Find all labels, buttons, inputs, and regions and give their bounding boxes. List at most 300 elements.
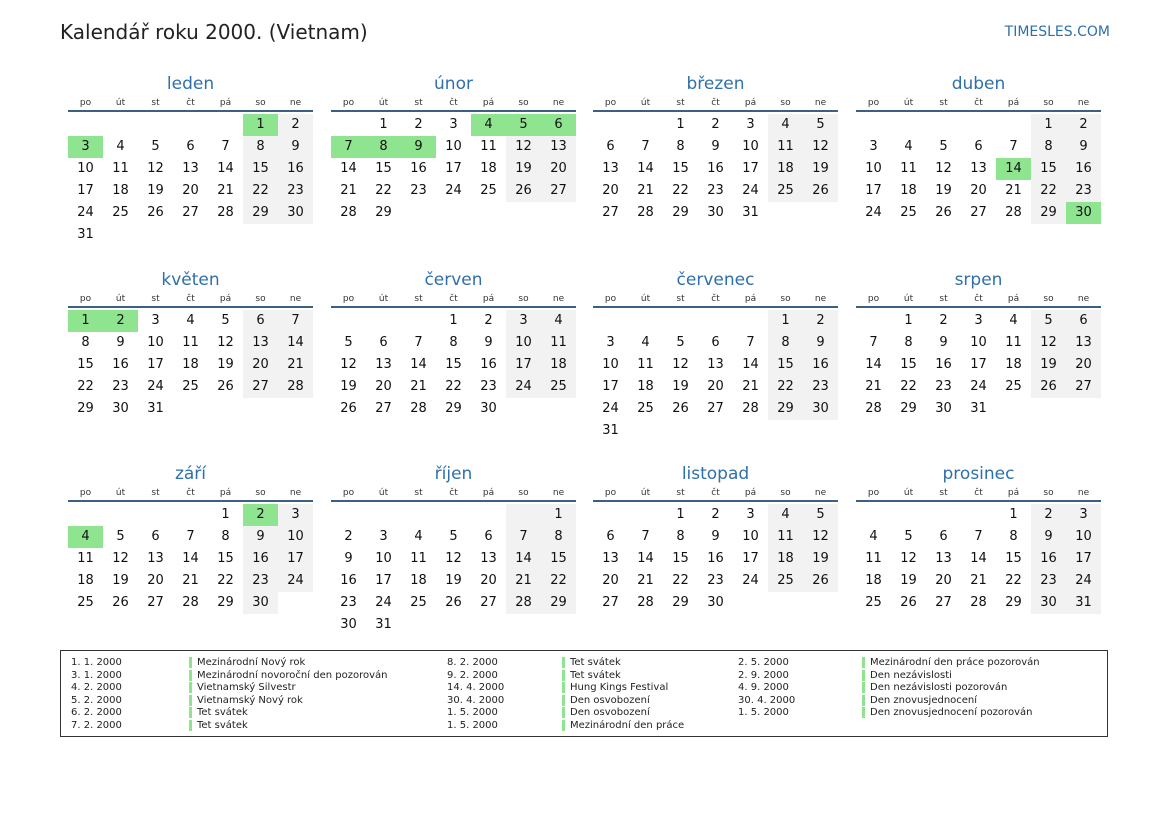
day-cell[interactable]: 29: [217, 595, 234, 610]
day-cell[interactable]: 10: [147, 335, 164, 350]
day-cell[interactable]: 26: [900, 595, 917, 610]
day-cell[interactable]: 16: [340, 573, 357, 588]
day-cell[interactable]: 24: [445, 183, 462, 198]
day-cell[interactable]: 12: [803, 136, 838, 158]
day-cell[interactable]: 15: [375, 161, 392, 176]
day-cell[interactable]: 14: [278, 332, 313, 354]
day-cell[interactable]: 7: [186, 529, 195, 544]
day-cell[interactable]: 25: [77, 595, 94, 610]
day-cell[interactable]: 12: [340, 357, 357, 372]
day-cell[interactable]: 31: [1066, 592, 1101, 614]
day-cell[interactable]: 9: [803, 332, 838, 354]
day-cell[interactable]: 28: [637, 205, 654, 220]
day-cell[interactable]: 27: [147, 595, 164, 610]
day-cell[interactable]: 12: [672, 357, 689, 372]
day-cell[interactable]: 13: [480, 551, 497, 566]
day-cell[interactable]: 23: [340, 595, 357, 610]
day-cell[interactable]: 6: [541, 114, 576, 136]
day-cell[interactable]: 23: [803, 376, 838, 398]
day-cell[interactable]: 9: [116, 335, 125, 350]
day-cell[interactable]: 14: [996, 158, 1031, 180]
day-cell[interactable]: 17: [865, 183, 882, 198]
day-cell[interactable]: 25: [112, 205, 129, 220]
day-cell[interactable]: 9: [484, 335, 493, 350]
day-cell[interactable]: 20: [541, 158, 576, 180]
day-cell[interactable]: 20: [480, 573, 497, 588]
day-cell[interactable]: 23: [707, 183, 724, 198]
day-cell[interactable]: 30: [243, 592, 278, 614]
day-cell[interactable]: 8: [221, 529, 230, 544]
day-cell[interactable]: 8: [541, 526, 576, 548]
day-cell[interactable]: 5: [449, 529, 458, 544]
day-cell[interactable]: 23: [112, 379, 129, 394]
day-cell[interactable]: 4: [1009, 313, 1018, 328]
day-cell[interactable]: 8: [81, 335, 90, 350]
day-cell[interactable]: 20: [707, 379, 724, 394]
day-cell[interactable]: 14: [637, 551, 654, 566]
day-cell[interactable]: 23: [480, 379, 497, 394]
day-cell[interactable]: 17: [375, 573, 392, 588]
day-cell[interactable]: 30: [803, 398, 838, 420]
day-cell[interactable]: 21: [637, 573, 654, 588]
day-cell[interactable]: 2: [243, 504, 278, 526]
day-cell[interactable]: 11: [1005, 335, 1022, 350]
day-cell[interactable]: 15: [768, 354, 803, 376]
day-cell[interactable]: 19: [217, 357, 234, 372]
day-cell[interactable]: 11: [637, 357, 654, 372]
day-cell[interactable]: 5: [221, 313, 230, 328]
day-cell[interactable]: 25: [900, 205, 917, 220]
day-cell[interactable]: 8: [676, 139, 685, 154]
day-cell[interactable]: 21: [865, 379, 882, 394]
day-cell[interactable]: 23: [1066, 180, 1101, 202]
day-cell[interactable]: 7: [869, 335, 878, 350]
day-cell[interactable]: 25: [410, 595, 427, 610]
day-cell[interactable]: 2: [803, 310, 838, 332]
day-cell[interactable]: 25: [182, 379, 199, 394]
day-cell[interactable]: 25: [865, 595, 882, 610]
day-cell[interactable]: 1: [68, 310, 103, 332]
day-cell[interactable]: 6: [974, 139, 983, 154]
day-cell[interactable]: 3: [449, 117, 458, 132]
day-cell[interactable]: 1: [1031, 114, 1066, 136]
day-cell[interactable]: 1: [243, 114, 278, 136]
day-cell[interactable]: 22: [768, 376, 803, 398]
day-cell[interactable]: 16: [707, 551, 724, 566]
day-cell[interactable]: 26: [935, 205, 952, 220]
day-cell[interactable]: 18: [77, 573, 94, 588]
day-cell[interactable]: 26: [112, 595, 129, 610]
day-cell[interactable]: 3: [606, 335, 615, 350]
day-cell[interactable]: 9: [278, 136, 313, 158]
day-cell[interactable]: 12: [217, 335, 234, 350]
day-cell[interactable]: 12: [112, 551, 129, 566]
day-cell[interactable]: 10: [77, 161, 94, 176]
day-cell[interactable]: 24: [742, 573, 759, 588]
day-cell[interactable]: 7: [746, 335, 755, 350]
day-cell[interactable]: 12: [935, 161, 952, 176]
day-cell[interactable]: 28: [742, 401, 759, 416]
day-cell[interactable]: 8: [1009, 529, 1018, 544]
day-cell[interactable]: 1: [221, 507, 230, 522]
day-cell[interactable]: 23: [935, 379, 952, 394]
day-cell[interactable]: 16: [278, 158, 313, 180]
day-cell[interactable]: 10: [375, 551, 392, 566]
day-cell[interactable]: 8: [243, 136, 278, 158]
day-cell[interactable]: 17: [147, 357, 164, 372]
day-cell[interactable]: 26: [1031, 376, 1066, 398]
day-cell[interactable]: 10: [742, 529, 759, 544]
day-cell[interactable]: 19: [112, 573, 129, 588]
day-cell[interactable]: 3: [278, 504, 313, 526]
day-cell[interactable]: 3: [506, 310, 541, 332]
day-cell[interactable]: 8: [676, 529, 685, 544]
day-cell[interactable]: 30: [278, 202, 313, 224]
day-cell[interactable]: 22: [672, 573, 689, 588]
day-cell[interactable]: 8: [1031, 136, 1066, 158]
day-cell[interactable]: 15: [77, 357, 94, 372]
day-cell[interactable]: 29: [541, 592, 576, 614]
day-cell[interactable]: 22: [375, 183, 392, 198]
day-cell[interactable]: 5: [939, 139, 948, 154]
day-cell[interactable]: 28: [182, 595, 199, 610]
day-cell[interactable]: 28: [865, 401, 882, 416]
day-cell[interactable]: 30: [707, 205, 724, 220]
day-cell[interactable]: 26: [340, 401, 357, 416]
day-cell[interactable]: 28: [278, 376, 313, 398]
day-cell[interactable]: 23: [1031, 570, 1066, 592]
day-cell[interactable]: 18: [410, 573, 427, 588]
day-cell[interactable]: 20: [182, 183, 199, 198]
day-cell[interactable]: 2: [103, 310, 138, 332]
day-cell[interactable]: 10: [602, 357, 619, 372]
day-cell[interactable]: 13: [147, 551, 164, 566]
day-cell[interactable]: 16: [1031, 548, 1066, 570]
day-cell[interactable]: 14: [865, 357, 882, 372]
day-cell[interactable]: 29: [445, 401, 462, 416]
day-cell[interactable]: 27: [480, 595, 497, 610]
day-cell[interactable]: 29: [1031, 202, 1066, 224]
day-cell[interactable]: 30: [1066, 202, 1101, 224]
day-cell[interactable]: 3: [1066, 504, 1101, 526]
day-cell[interactable]: 18: [1005, 357, 1022, 372]
day-cell[interactable]: 16: [480, 357, 497, 372]
day-cell[interactable]: 10: [506, 332, 541, 354]
day-cell[interactable]: 21: [970, 573, 987, 588]
day-cell[interactable]: 7: [641, 529, 650, 544]
day-cell[interactable]: 16: [707, 161, 724, 176]
day-cell[interactable]: 6: [243, 310, 278, 332]
day-cell[interactable]: 9: [401, 136, 436, 158]
day-cell[interactable]: 7: [278, 310, 313, 332]
day-cell[interactable]: 22: [1005, 573, 1022, 588]
day-cell[interactable]: 20: [935, 573, 952, 588]
day-cell[interactable]: 14: [340, 161, 357, 176]
day-cell[interactable]: 6: [186, 139, 195, 154]
day-cell[interactable]: 17: [278, 548, 313, 570]
day-cell[interactable]: 4: [471, 114, 506, 136]
day-cell[interactable]: 5: [1031, 310, 1066, 332]
day-cell[interactable]: 1: [676, 507, 685, 522]
day-cell[interactable]: 7: [506, 526, 541, 548]
day-cell[interactable]: 13: [707, 357, 724, 372]
day-cell[interactable]: 30: [935, 401, 952, 416]
day-cell[interactable]: 14: [410, 357, 427, 372]
day-cell[interactable]: 19: [935, 183, 952, 198]
day-cell[interactable]: 27: [970, 205, 987, 220]
day-cell[interactable]: 24: [1066, 570, 1101, 592]
day-cell[interactable]: 24: [375, 595, 392, 610]
day-cell[interactable]: 12: [445, 551, 462, 566]
day-cell[interactable]: 7: [221, 139, 230, 154]
day-cell[interactable]: 3: [68, 136, 103, 158]
day-cell[interactable]: 18: [900, 183, 917, 198]
day-cell[interactable]: 31: [77, 227, 94, 242]
day-cell[interactable]: 20: [602, 183, 619, 198]
day-cell[interactable]: 24: [77, 205, 94, 220]
day-cell[interactable]: 2: [484, 313, 493, 328]
day-cell[interactable]: 21: [410, 379, 427, 394]
day-cell[interactable]: 14: [637, 161, 654, 176]
day-cell[interactable]: 28: [340, 205, 357, 220]
day-cell[interactable]: 25: [768, 570, 803, 592]
day-cell[interactable]: 5: [803, 504, 838, 526]
day-cell[interactable]: 6: [606, 529, 615, 544]
day-cell[interactable]: 10: [970, 335, 987, 350]
day-cell[interactable]: 7: [1009, 139, 1018, 154]
day-cell[interactable]: 11: [541, 332, 576, 354]
day-cell[interactable]: 26: [147, 205, 164, 220]
day-cell[interactable]: 2: [939, 313, 948, 328]
day-cell[interactable]: 4: [414, 529, 423, 544]
day-cell[interactable]: 5: [506, 114, 541, 136]
day-cell[interactable]: 4: [541, 310, 576, 332]
day-cell[interactable]: 24: [865, 205, 882, 220]
day-cell[interactable]: 4: [641, 335, 650, 350]
day-cell[interactable]: 21: [278, 354, 313, 376]
day-cell[interactable]: 5: [676, 335, 685, 350]
day-cell[interactable]: 31: [147, 401, 164, 416]
day-cell[interactable]: 10: [865, 161, 882, 176]
day-cell[interactable]: 9: [1031, 526, 1066, 548]
day-cell[interactable]: 22: [243, 180, 278, 202]
day-cell[interactable]: 5: [116, 529, 125, 544]
day-cell[interactable]: 16: [243, 548, 278, 570]
day-cell[interactable]: 24: [147, 379, 164, 394]
day-cell[interactable]: 8: [904, 335, 913, 350]
day-cell[interactable]: 17: [1066, 548, 1101, 570]
day-cell[interactable]: 18: [768, 158, 803, 180]
day-cell[interactable]: 23: [410, 183, 427, 198]
day-cell[interactable]: 9: [939, 335, 948, 350]
day-cell[interactable]: 28: [506, 592, 541, 614]
day-cell[interactable]: 15: [1031, 158, 1066, 180]
day-cell[interactable]: 3: [869, 139, 878, 154]
day-cell[interactable]: 4: [116, 139, 125, 154]
day-cell[interactable]: 25: [480, 183, 497, 198]
day-cell[interactable]: 21: [1005, 183, 1022, 198]
day-cell[interactable]: 20: [970, 183, 987, 198]
day-cell[interactable]: 13: [182, 161, 199, 176]
day-cell[interactable]: 13: [970, 161, 987, 176]
day-cell[interactable]: 21: [506, 570, 541, 592]
day-cell[interactable]: 11: [865, 551, 882, 566]
day-cell[interactable]: 17: [77, 183, 94, 198]
day-cell[interactable]: 29: [243, 202, 278, 224]
day-cell[interactable]: 26: [506, 180, 541, 202]
day-cell[interactable]: 26: [672, 401, 689, 416]
day-cell[interactable]: 27: [182, 205, 199, 220]
day-cell[interactable]: 2: [711, 507, 720, 522]
day-cell[interactable]: 27: [375, 401, 392, 416]
day-cell[interactable]: 6: [939, 529, 948, 544]
day-cell[interactable]: 22: [445, 379, 462, 394]
day-cell[interactable]: 11: [410, 551, 427, 566]
day-cell[interactable]: 1: [541, 504, 576, 526]
day-cell[interactable]: 19: [672, 379, 689, 394]
day-cell[interactable]: 31: [970, 401, 987, 416]
day-cell[interactable]: 11: [182, 335, 199, 350]
day-cell[interactable]: 8: [768, 332, 803, 354]
day-cell[interactable]: 29: [900, 401, 917, 416]
day-cell[interactable]: 4: [768, 504, 803, 526]
day-cell[interactable]: 3: [746, 507, 755, 522]
day-cell[interactable]: 22: [672, 183, 689, 198]
day-cell[interactable]: 28: [970, 595, 987, 610]
day-cell[interactable]: 20: [375, 379, 392, 394]
day-cell[interactable]: 17: [445, 161, 462, 176]
day-cell[interactable]: 5: [904, 529, 913, 544]
day-cell[interactable]: 4: [904, 139, 913, 154]
day-cell[interactable]: 28: [1005, 205, 1022, 220]
day-cell[interactable]: 22: [1031, 180, 1066, 202]
day-cell[interactable]: 16: [803, 354, 838, 376]
day-cell[interactable]: 27: [243, 376, 278, 398]
day-cell[interactable]: 12: [900, 551, 917, 566]
day-cell[interactable]: 27: [1066, 376, 1101, 398]
day-cell[interactable]: 5: [344, 335, 353, 350]
day-cell[interactable]: 14: [742, 357, 759, 372]
day-cell[interactable]: 9: [1066, 136, 1101, 158]
day-cell[interactable]: 19: [1031, 354, 1066, 376]
day-cell[interactable]: 4: [869, 529, 878, 544]
day-cell[interactable]: 17: [742, 551, 759, 566]
day-cell[interactable]: 21: [637, 183, 654, 198]
day-cell[interactable]: 4: [68, 526, 103, 548]
day-cell[interactable]: 2: [414, 117, 423, 132]
day-cell[interactable]: 26: [217, 379, 234, 394]
day-cell[interactable]: 20: [1066, 354, 1101, 376]
day-cell[interactable]: 29: [672, 595, 689, 610]
day-cell[interactable]: 9: [711, 139, 720, 154]
day-cell[interactable]: 15: [445, 357, 462, 372]
day-cell[interactable]: 15: [541, 548, 576, 570]
day-cell[interactable]: 29: [672, 205, 689, 220]
day-cell[interactable]: 19: [147, 183, 164, 198]
day-cell[interactable]: 23: [243, 570, 278, 592]
day-cell[interactable]: 25: [541, 376, 576, 398]
day-cell[interactable]: 27: [935, 595, 952, 610]
day-cell[interactable]: 17: [970, 357, 987, 372]
day-cell[interactable]: 31: [602, 423, 619, 438]
day-cell[interactable]: 19: [506, 158, 541, 180]
day-cell[interactable]: 30: [707, 595, 724, 610]
day-cell[interactable]: 22: [900, 379, 917, 394]
day-cell[interactable]: 19: [803, 158, 838, 180]
day-cell[interactable]: 14: [217, 161, 234, 176]
day-cell[interactable]: 15: [217, 551, 234, 566]
day-cell[interactable]: 30: [480, 401, 497, 416]
day-cell[interactable]: 19: [803, 548, 838, 570]
day-cell[interactable]: 28: [410, 401, 427, 416]
day-cell[interactable]: 2: [344, 529, 353, 544]
day-cell[interactable]: 9: [243, 526, 278, 548]
day-cell[interactable]: 17: [506, 354, 541, 376]
day-cell[interactable]: 4: [186, 313, 195, 328]
day-cell[interactable]: 2: [1031, 504, 1066, 526]
day-cell[interactable]: 16: [1066, 158, 1101, 180]
day-cell[interactable]: 2: [278, 114, 313, 136]
day-cell[interactable]: 18: [182, 357, 199, 372]
site-logo[interactable]: TIMESLES.COM: [1004, 24, 1110, 40]
day-cell[interactable]: 12: [506, 136, 541, 158]
day-cell[interactable]: 26: [803, 180, 838, 202]
day-cell[interactable]: 18: [865, 573, 882, 588]
day-cell[interactable]: 13: [1066, 332, 1101, 354]
day-cell[interactable]: 28: [217, 205, 234, 220]
day-cell[interactable]: 27: [541, 180, 576, 202]
day-cell[interactable]: 13: [243, 332, 278, 354]
day-cell[interactable]: 12: [803, 526, 838, 548]
day-cell[interactable]: 17: [742, 161, 759, 176]
day-cell[interactable]: 9: [711, 529, 720, 544]
day-cell[interactable]: 22: [217, 573, 234, 588]
day-cell[interactable]: 25: [637, 401, 654, 416]
day-cell[interactable]: 2: [711, 117, 720, 132]
day-cell[interactable]: 20: [147, 573, 164, 588]
day-cell[interactable]: 16: [410, 161, 427, 176]
day-cell[interactable]: 8: [366, 136, 401, 158]
day-cell[interactable]: 18: [480, 161, 497, 176]
day-cell[interactable]: 5: [803, 114, 838, 136]
day-cell[interactable]: 11: [768, 526, 803, 548]
day-cell[interactable]: 19: [445, 573, 462, 588]
day-cell[interactable]: 11: [768, 136, 803, 158]
day-cell[interactable]: 7: [331, 136, 366, 158]
day-cell[interactable]: 11: [112, 161, 129, 176]
day-cell[interactable]: 23: [707, 573, 724, 588]
day-cell[interactable]: 18: [637, 379, 654, 394]
day-cell[interactable]: 6: [379, 335, 388, 350]
day-cell[interactable]: 16: [935, 357, 952, 372]
day-cell[interactable]: 14: [970, 551, 987, 566]
day-cell[interactable]: 27: [602, 595, 619, 610]
day-cell[interactable]: 1: [449, 313, 458, 328]
day-cell[interactable]: 20: [602, 573, 619, 588]
day-cell[interactable]: 6: [606, 139, 615, 154]
day-cell[interactable]: 8: [449, 335, 458, 350]
day-cell[interactable]: 20: [243, 354, 278, 376]
day-cell[interactable]: 30: [1031, 592, 1066, 614]
day-cell[interactable]: 12: [147, 161, 164, 176]
day-cell[interactable]: 31: [375, 617, 392, 632]
day-cell[interactable]: 3: [379, 529, 388, 544]
day-cell[interactable]: 30: [340, 617, 357, 632]
day-cell[interactable]: 21: [340, 183, 357, 198]
day-cell[interactable]: 18: [541, 354, 576, 376]
day-cell[interactable]: 29: [1005, 595, 1022, 610]
day-cell[interactable]: 13: [375, 357, 392, 372]
